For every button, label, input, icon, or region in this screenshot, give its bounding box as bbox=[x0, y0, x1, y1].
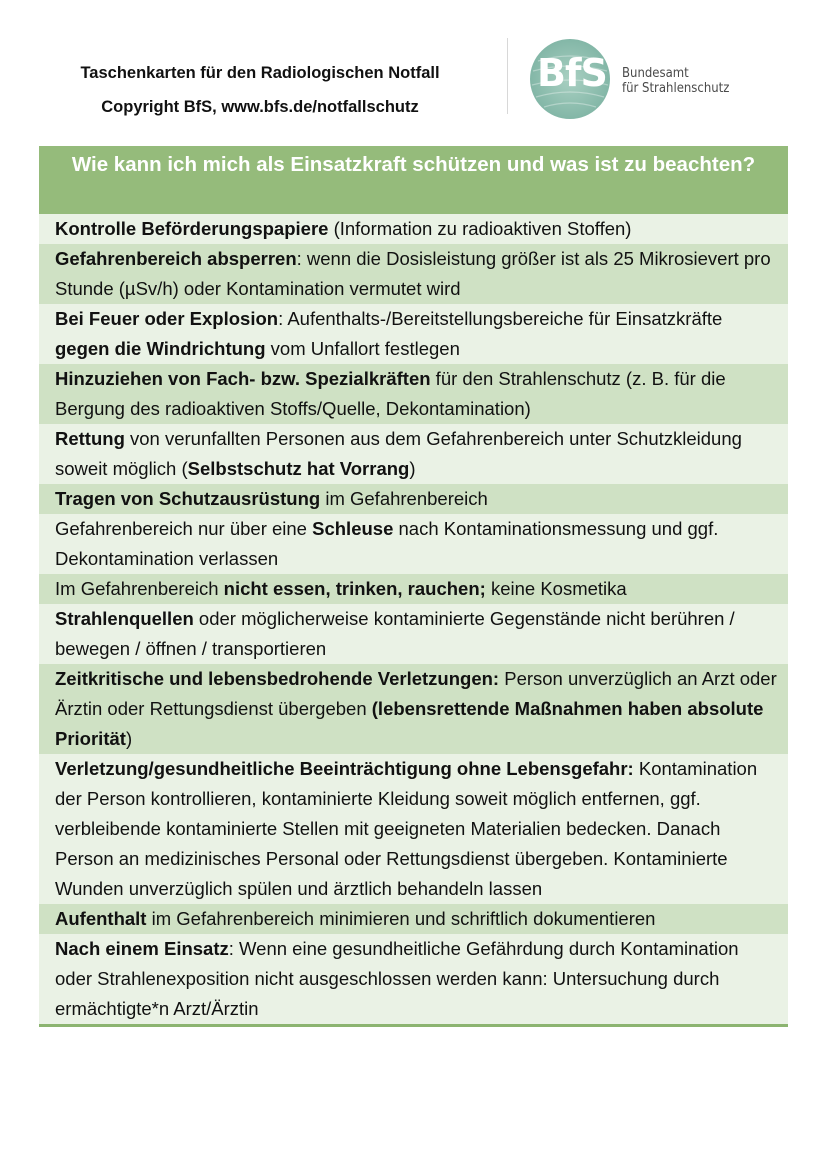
row-text-bold: Gefahrenbereich absperren bbox=[55, 248, 297, 269]
card-row bbox=[39, 664, 788, 754]
row-text: : wenn die Dosisleistung größer ist als 25 Mikrosievert pro Stunde (µSv/h) oder Kontamination vermutet wird bbox=[55, 248, 771, 299]
row-text: Gefahrenbereich nur über eine bbox=[55, 518, 313, 539]
card-row bbox=[39, 244, 788, 304]
row-text-bold: Tragen von Schutzausrüstung bbox=[55, 488, 321, 509]
row-text-bold: Zeitkritische und lebensbedrohende Verletzungen: bbox=[55, 668, 500, 689]
row-text-bold: (lebensrettende Maßnahmen haben absolute Priorität bbox=[55, 698, 764, 749]
card-row bbox=[39, 604, 788, 664]
row-text-bold: Nach einem Einsatz bbox=[55, 938, 229, 959]
card-row bbox=[39, 514, 788, 574]
row-text: ) bbox=[409, 458, 416, 479]
header-title: Taschenkarten für den Radiologischen Notfall bbox=[80, 64, 440, 82]
pocket-card bbox=[39, 146, 788, 1027]
row-text-bold: Verletzung/gesundheitliche Beeinträchtigung ohne Lebensgefahr: bbox=[55, 758, 634, 779]
row-text: nach Kontaminationsmessung und ggf. Dekontamination verlassen bbox=[55, 518, 719, 569]
row-text: vom Unfallort festlegen bbox=[265, 338, 460, 359]
row-text: im Gefahrenbereich bbox=[320, 488, 488, 509]
row-text: (Information zu radioaktiven Stoffen) bbox=[328, 218, 632, 239]
card-row bbox=[39, 484, 788, 514]
row-text-bold: gegen die Windrichtung bbox=[55, 338, 266, 359]
card-row bbox=[39, 304, 788, 364]
card-rows bbox=[39, 214, 788, 1024]
row-text-bold: Kontrolle Beförderungspapiere bbox=[55, 218, 329, 239]
row-text: ) bbox=[125, 728, 133, 749]
row-text: für den Strahlenschutz (z. B. für die Bergung des radioaktiven Stoffs/Quelle, Dekontamination) bbox=[55, 368, 726, 419]
card-row bbox=[39, 574, 788, 604]
logo-divider bbox=[507, 38, 508, 114]
row-text: von verunfallten Personen aus dem Gefahrenbereich unter Schutzkleidung soweit möglich ( bbox=[55, 428, 742, 479]
row-text-bold: nicht essen, trinken, rauchen; bbox=[223, 578, 486, 599]
header-text bbox=[40, 56, 480, 124]
row-text: Kontamination der Person kontrollieren, kontaminierte Kleidung soweit möglich entfernen, ggf. verbleibende kontaminierte Stellen mit geeigneten Materialien bedecken. Danach Person an medizinisches Personal oder Rettungsdienst übergeben. Kontaminierte Wunden unverzüglich spülen und ärztlich behandeln lassen bbox=[55, 758, 758, 899]
logo-mark: BfS bbox=[537, 51, 607, 95]
card-row bbox=[39, 214, 788, 244]
bottom-rule bbox=[39, 1024, 788, 1027]
row-text-bold: Rettung bbox=[55, 428, 125, 449]
card-row bbox=[39, 424, 788, 484]
row-text-bold: Aufenthalt bbox=[55, 908, 147, 929]
row-text: im Gefahrenbereich minimieren und schriftlich dokumentieren bbox=[146, 908, 656, 929]
row-text-bold: Bei Feuer oder Explosion bbox=[55, 308, 279, 329]
logo-agency-name bbox=[622, 66, 729, 96]
card-row bbox=[39, 754, 788, 904]
row-text-bold: Hinzuziehen von Fach- bzw. Spezialkräften bbox=[55, 368, 431, 389]
card-row bbox=[39, 934, 788, 1024]
logo-name-line2: für Strahlenschutz bbox=[622, 81, 730, 96]
card-title: Wie kann ich mich als Einsatzkraft schützen und was ist zu beachten? bbox=[39, 146, 788, 214]
row-text: : Wenn eine gesundheitliche Gefährdung durch Kontamination oder Strahlenexposition nicht ausgeschlossen werden kann: Untersuchung durch ermächtigte*n Arzt/Ärztin bbox=[55, 938, 739, 1019]
row-text: Person unverzüglich an Arzt oder Ärztin oder Rettungsdienst übergeben bbox=[55, 668, 777, 719]
logo-name-line1: Bundesamt bbox=[622, 66, 689, 81]
row-text-bold: Schleuse bbox=[312, 518, 394, 539]
card-row bbox=[39, 904, 788, 934]
row-text: keine Kosmetika bbox=[485, 578, 627, 599]
row-text-bold: Selbstschutz hat Vorrang bbox=[187, 458, 410, 479]
header-copyright: Copyright BfS, www.bfs.de/notfallschutz bbox=[101, 98, 419, 116]
row-text-bold: Strahlenquellen bbox=[55, 608, 194, 629]
row-text: : Aufenthalts-/Bereitstellungsbereiche für Einsatzkräfte bbox=[278, 308, 723, 329]
card-row bbox=[39, 364, 788, 424]
row-text: Im Gefahrenbereich bbox=[55, 578, 224, 599]
row-text: oder möglicherweise kontaminierte Gegenstände nicht berühren / bewegen / öffnen / transportieren bbox=[55, 608, 735, 659]
